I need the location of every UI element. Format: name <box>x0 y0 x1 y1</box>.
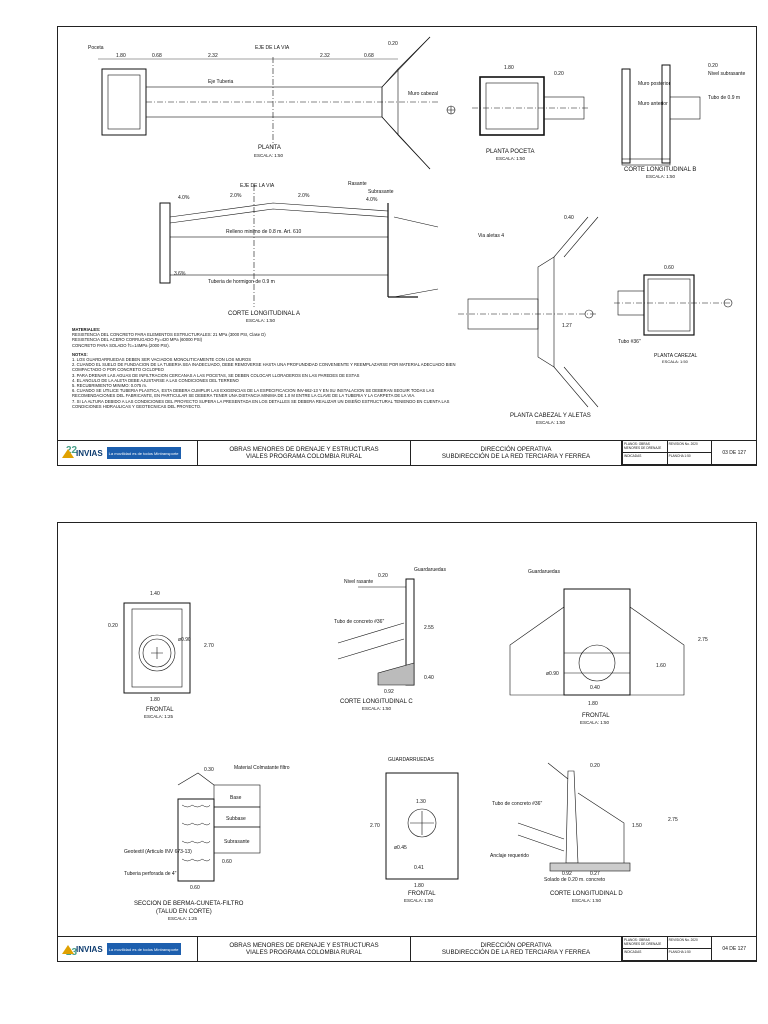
title-planta-carezal: PLANTA CAREZAL <box>654 353 698 359</box>
title-frontal-1: FRONTAL <box>146 707 174 713</box>
dim-poceta-020: 0.20 <box>554 71 564 77</box>
title-planta: PLANTA <box>258 145 281 151</box>
label-guardarruedas-3: GUARDARRUEDAS <box>388 757 434 763</box>
project-title: OBRAS MENORES DE DRENAJE Y ESTRUCTURAS VIALES PROGRAMA COLOMBIA RURAL <box>198 937 411 961</box>
label-muro-anterior: Muro anterior <box>638 101 668 107</box>
dim-f1-180: 1.80 <box>150 697 160 703</box>
materiales-title: MATERIALES: <box>72 327 101 332</box>
dim-f3-041: 0.41 <box>414 865 424 871</box>
dim-s-060: 0.60 <box>222 859 232 865</box>
dim-068b: 0.68 <box>364 53 374 59</box>
scale-planta-poceta: ESCALA: 1:50 <box>496 156 526 161</box>
notes-block <box>72 323 472 409</box>
dim-f3-045: ø0.45 <box>394 845 407 851</box>
dim-c-255: 2.55 <box>424 625 434 631</box>
nota-item: 7. SI LA ALTURA DEBIDO A LAS CONDICIONES DEL PROYECTO SUPERA LA PRESENTADA EN LOS DETALLES SE DEBERA REALIZAR UN DISEÑO ESTRUCTURAL TENIENDO EN CUENTA LAS CONDICIONES HIDRAULICAS Y GEOTECNICAS DEL PROYECTO. <box>72 398 450 409</box>
label-nivel-subrasante: Nivel subrasante <box>708 71 746 77</box>
dim-c-040: 0.40 <box>424 675 434 681</box>
title-planta-poceta: PLANTA POCETA <box>486 149 535 155</box>
corte-d-view <box>490 763 678 903</box>
label-geotextil: Geotextil (Articulo INV 673-13) <box>124 849 192 855</box>
nota-item: 1. LOS GUARDARRUEDAS DEBEN SER VACIADOS MONOLITICAMENTE CON LOS MUROS <box>72 357 252 363</box>
dim-232a: 2.32 <box>208 53 218 59</box>
title-seccion-2: (TALUD EN CORTE) <box>156 909 212 915</box>
dim-f2-275: 2.75 <box>698 637 708 643</box>
title-corte-c: CORTE LONGITUDINAL C <box>340 699 413 705</box>
frontal-2-view <box>510 569 708 725</box>
label-subbase: Subbase <box>226 816 246 822</box>
title-corte-a: CORTE LONGITUDINAL A <box>228 311 301 317</box>
label-tubo-concreto-2: Tubo de concreto #36" <box>492 801 543 807</box>
scale-planta-cabezal: ESCALA: 1:50 <box>536 420 566 425</box>
dim-f1-140: 1.40 <box>150 591 160 597</box>
scale-corte-a: ESCALA: 1:50 <box>246 318 276 323</box>
logo-area <box>58 441 198 465</box>
tb-cell: REVISION No. 2020 <box>667 441 712 453</box>
label-subrasante: Subrasante <box>368 189 394 195</box>
tb-cell: PLANCHA 1:50 <box>667 453 712 465</box>
slope-4: 4.0% <box>366 197 378 203</box>
label-nivel-rasante: Nivel rasante <box>344 579 374 585</box>
dim-carezal-060: 0.60 <box>664 265 674 271</box>
tb-cell: PLANCHA 1:50 <box>667 949 712 961</box>
dim-poceta-180: 1.80 <box>504 65 514 71</box>
dim-d-027: 0.27 <box>590 871 600 877</box>
material-item: RESISTENCIA DEL CONCRETO PARA ELEMENTOS ESTRUCTURALES: 21 MPa (3000 PSI, Clase D) <box>72 332 266 338</box>
page-number: 23 <box>66 947 78 958</box>
tb-cell: PLANOS: OBRAS MENORES DE DRENAJE <box>622 441 667 453</box>
dim-232b: 2.32 <box>320 53 330 59</box>
scale-corte-b: ESCALA: 1:50 <box>646 174 676 179</box>
dim-f2-160: 1.60 <box>656 663 666 669</box>
label-via-aletas: Via aletas 4 <box>478 233 505 239</box>
label-poceta: Poceta <box>88 45 104 51</box>
dim-020: 0.20 <box>388 41 398 47</box>
nota-item: 4. EL ANGULO DE LA ALETA DEBE AJUSTARSE A LAS CONDICIONES DEL TERRENO <box>72 377 239 383</box>
ministry-logo: La movilidad es de todos Mintransporte <box>107 943 181 955</box>
title-block-cells <box>622 937 756 961</box>
label-anclaje: Anclaje requerido <box>490 853 529 859</box>
planta-poceta-view <box>472 65 588 161</box>
nota-item: 6. CUANDO SE UTILICE TUBERIA PLASTICA, ESTA DEBERA CUMPLIR LAS EXIGENCIAS DE LA ESPECIFICACION INV-662-13 Y EN SU INSTALACION SE DEBERAN SEGUIR TODAS LAS RECOMENDACIONES DEL FABRICANTE, EN PARTICULAR SE DEBERA TENER UNA DISTANCIA MINIMA DE 1.0 M ENTRE LA CLAVE DE LA TUBERIA Y LA CARPETA DE LA VIA. <box>72 388 435 399</box>
dim-f1-270: 2.70 <box>204 643 214 649</box>
label-muro-posterior: Muro posterior <box>638 81 671 87</box>
label-base: Base <box>230 795 242 801</box>
seccion-berma-view <box>124 765 290 921</box>
corte-a-view <box>160 181 438 323</box>
ministry-logo: La movilidad es de todos Mintransporte <box>107 447 181 459</box>
dim-s-030: 0.30 <box>204 767 214 773</box>
dim-f1-020: 0.20 <box>108 623 118 629</box>
title-planta-cabezal: PLANTA CABEZAL Y ALETAS <box>510 413 591 419</box>
dim-cab-040: 0.40 <box>564 215 574 221</box>
scale-corte-d: ESCALA: 1:50 <box>572 898 602 903</box>
dim-f1-090: ø0.90 <box>178 637 191 643</box>
label-tubo-concreto: Tubo de concreto #36" <box>334 619 385 625</box>
dim-f2-180: 1.80 <box>588 701 598 707</box>
dim-d-092: 0.92 <box>562 871 572 877</box>
dim-cab-127: 1.27 <box>562 323 572 329</box>
label-rasante: Rasante <box>348 181 367 187</box>
planta-carezal-view <box>614 265 732 364</box>
tb-cell: INDICADAS <box>622 949 667 961</box>
frontal-1-view <box>108 591 214 719</box>
label-eje-via-2: EJE DE LA VIA <box>240 183 275 189</box>
label-tuberia-hormigon: Tuberia de hormigon de 0.9 m <box>208 279 275 285</box>
dim-c-020: 0.20 <box>378 573 388 579</box>
label-eje-via: EJE DE LA VIA <box>255 45 290 51</box>
scale-frontal-3: ESCALA: 1:50 <box>404 898 434 903</box>
label-subrasante-2: Subrasante <box>224 839 250 845</box>
dim-s-060b: 0.60 <box>190 885 200 891</box>
label-tubo: Tubo de 0.9 m <box>708 95 741 101</box>
dim-180: 1.80 <box>116 53 126 59</box>
dim-f3-130: 1.30 <box>416 799 426 805</box>
drawing-sheet-2 <box>57 522 757 962</box>
corte-c-view <box>334 567 446 711</box>
dim-068: 0.68 <box>152 53 162 59</box>
tb-cell: PLANOS: OBRAS MENORES DE DRENAJE <box>622 937 667 949</box>
material-item: CONCRETO PARA SOLADO f'c=14MPa (2000 PSI). <box>72 342 170 348</box>
dim-c-092: 0.92 <box>384 689 394 695</box>
logo-area <box>58 937 198 961</box>
nota-item: 3. PARA DRENAR LAS AGUAS DE INFILTRACION CERCANAS A LAS POCETAS, SE DEBEN COLOCAR LLORADEROS EN LAS PAREDES DE ESTAS <box>72 372 360 378</box>
slope-1: 4.0% <box>178 195 190 201</box>
title-block <box>58 936 756 961</box>
label-guardaruedas: Guardaruedas <box>414 567 446 573</box>
planta-cabezal-view <box>458 215 598 425</box>
dim-d-150: 1.50 <box>632 823 642 829</box>
tb-cell: REVISION No. 2020 <box>667 937 712 949</box>
title-frontal-3: FRONTAL <box>408 891 436 897</box>
dim-d-020: 0.20 <box>590 763 600 769</box>
notas-title: NOTAS: <box>72 351 88 357</box>
planta-view <box>88 37 455 169</box>
frontal-3-view <box>370 757 458 903</box>
invias-triangle-icon <box>62 449 74 458</box>
title-seccion: SECCION DE BERMA-CUNETA-FILTRO <box>134 901 244 907</box>
department-title: DIRECCIÓN OPERATIVA SUBDIRECCIÓN DE LA RED TERCIARIA Y FERREA <box>411 937 622 961</box>
slope-2: 2.0% <box>230 193 242 199</box>
scale-frontal-1: ESCALA: 1:25 <box>144 714 174 719</box>
title-block <box>58 440 756 465</box>
invias-logo: INVIAS <box>62 945 103 954</box>
nota-item: 5. RECUBRIMIENTO MINIMO: 0.075 m. <box>72 383 148 389</box>
tb-cell: INDICADAS <box>622 453 667 465</box>
label-guardaruedas-2: Guardaruedas <box>528 569 560 575</box>
invias-logo: INVIAS <box>62 449 103 458</box>
dim-f3-180: 1.80 <box>414 883 424 889</box>
dim-f2-090: ø0.90 <box>546 671 559 677</box>
label-tuberia-perforada: Tuberia perforada de 4" <box>124 871 177 877</box>
scale-planta-carezal: ESCALA: 1:50 <box>662 359 688 364</box>
scale-corte-c: ESCALA: 1:50 <box>362 706 392 711</box>
scale-seccion: ESCALA: 1:25 <box>168 916 198 921</box>
label-eje-tuberia: Eje Tuberia <box>208 79 234 85</box>
sheet2-drawing <box>58 523 758 939</box>
scale-frontal-2: ESCALA: 1:50 <box>580 720 610 725</box>
label-solado: Solado de 0.20 m. concreto <box>544 877 606 883</box>
sheet-id: 04 DE 127 <box>711 937 756 961</box>
department-title: DIRECCIÓN OPERATIVA SUBDIRECCIÓN DE LA RED TERCIARIA Y FERREA <box>411 441 622 465</box>
label-muro-cabezal: Muro cabezal <box>408 91 439 97</box>
title-corte-b: CORTE LONGITUDINAL B <box>624 167 697 173</box>
title-block-cells <box>622 441 756 465</box>
corte-b-view <box>622 63 745 179</box>
slope-5: 3.6% <box>174 271 186 277</box>
dim-f3-270: 2.70 <box>370 823 380 829</box>
title-frontal-2: FRONTAL <box>582 713 610 719</box>
dim-d-275: 2.75 <box>668 817 678 823</box>
label-relleno: Relleno minimo de 0.8 m. Art. 610 <box>226 229 302 235</box>
dim-b-020: 0.20 <box>708 63 718 69</box>
project-title: OBRAS MENORES DE DRENAJE Y ESTRUCTURAS VIALES PROGRAMA COLOMBIA RURAL <box>198 441 411 465</box>
material-item: RESISTENCIA DEL ACERO CORRUGADO Fy=420 MPa (60000 PSI) <box>72 337 203 343</box>
page-number: 22 <box>66 445 78 456</box>
nota-item: 2. CUANDO EL SUELO DE FUNDACION DE LA TUBERIA SEA INADECUADO, DEBE REMOVERSE HASTA UNA PROFUNDIDAD CONVENIENTE Y REEMPLAZARSE POR MATERIAL ADECUADO BIEN COMPACTADO O POR CONCRETO CICLOPEO <box>72 362 456 373</box>
invias-triangle-icon <box>62 945 74 954</box>
slope-3: 2.0% <box>298 193 310 199</box>
label-material: Material Colmatante filtro <box>234 765 290 771</box>
label-tubo36: Tubo #36" <box>618 339 641 345</box>
dim-f2-040: 0.40 <box>590 685 600 691</box>
drawing-sheet-1 <box>57 26 757 466</box>
sheet-id: 03 DE 127 <box>711 441 756 465</box>
title-corte-d: CORTE LONGITUDINAL D <box>550 891 623 897</box>
scale-planta: ESCALA: 1:50 <box>254 153 284 158</box>
